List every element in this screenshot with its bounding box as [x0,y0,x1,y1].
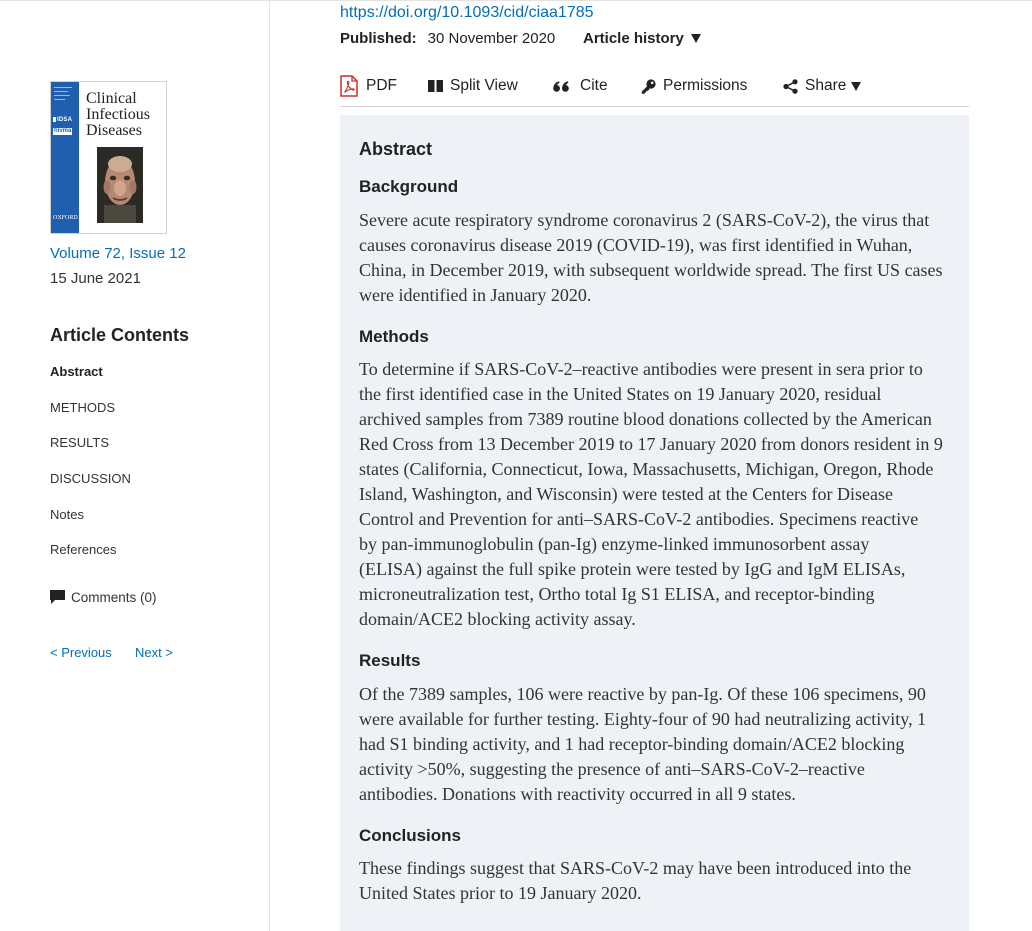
cover-band [51,82,79,233]
share-dropdown[interactable] [783,75,861,97]
caret-down-icon [691,34,701,43]
cover-title-line: Clinical [86,90,137,107]
cite-button[interactable] [553,75,608,97]
hivma-logo: hivma [54,128,72,134]
pdf-button[interactable] [340,75,397,97]
contents-item-discussion[interactable]: DISCUSSION [50,470,131,486]
quote-icon [553,81,569,92]
comment-icon [50,590,65,604]
doi-link[interactable]: https://doi.org/10.1093/cid/ciaa1785 [340,4,594,21]
cover-band-rule [54,91,68,92]
cover-band-rule [54,87,72,88]
caret-down-icon [851,82,861,91]
background-heading: Background [359,177,459,196]
previous-article-link[interactable]: < Previous [50,645,112,660]
pdf-label: PDF [366,77,397,94]
permissions-button[interactable] [641,75,747,97]
toolbar-divider [340,106,969,107]
results-text: Of the 7389 samples, 106 were reactive by pan-Ig. Of these 106 specimens, 90 were available for further testing. Eighty-four of 90 had neutralizing activity, 1 had S1 binding activity, and 1 had receptor-binding domain/ACE2 blocking activity >50%, suggesting the presence of anti–SARS-CoV-2–reactive antibodies. Donations with reactivity occurred in all 9 states. [359,683,927,804]
comments-label: Comments (0) [71,589,157,605]
conclusions-text: These findings suggest that SARS-CoV-2 may have been introduced into the United States prior to 19 January 2020. [359,858,912,903]
sidebar-divider [269,0,270,931]
contents-item-notes[interactable]: Notes [50,506,84,522]
cover-title-line: Diseases [86,122,142,139]
split-view-label: Split View [450,77,518,94]
publisher-logo: OXFORD [53,215,78,221]
comments-link[interactable] [50,588,157,606]
contents-item-references[interactable]: References [50,542,117,558]
cover-photo [97,147,143,223]
next-article-link[interactable]: Next > [135,645,173,660]
conclusions-heading: Conclusions [359,825,462,845]
abstract-panel [340,115,969,931]
share-icon [783,79,798,94]
article-history-label: Article history [583,29,684,47]
article-history-dropdown[interactable] [583,28,701,48]
pdf-icon [340,75,358,97]
volume-issue-link[interactable]: Volume 72, Issue 12 [50,245,186,262]
issue-date: 15 June 2021 [50,270,141,287]
cover-band-rule [54,95,70,96]
abstract-heading: Abstract [359,139,433,159]
idsa-logo: IDSA [53,117,72,124]
background-text: Severe acute respiratory syndrome coronavirus 2 (SARS-CoV-2), the virus that causes coronavirus disease 2019 (COVID-19), was first identified in Wuhan, China, in December 2019, with subsequent worldwide spread. The first US cases were identified in January 2020. [359,209,943,305]
contents-item-methods[interactable]: METHODS [50,399,115,415]
key-icon [641,79,656,94]
permissions-label: Permissions [663,77,748,94]
cite-label: Cite [580,77,608,94]
published-row [340,28,555,48]
cover-band-rule [54,99,65,100]
methods-text: To determine if SARS-CoV-2–reactive antibodies were present in sera prior to the first identified case in the United States on 19 January 2020, residual archived samples from 7389 routine blood donations collected by the American Red Cross from 13 December 2019 to 17 January 2020 from donors resident in 9 states (California, Connecticut, Iowa, Massachusetts, Michigan, Oregon, Rhode Island, Washington, and Wisconsin) were tested at the Centers for Disease Control and Prevention for anti–SARS-CoV-2 antibodies. Specimens reactive by pan-immunoglobulin (pan-Ig) enzyme-linked immunosorbent assay (ELISA) against the full spike protein were tested by IgG and IgM ELISAs, microneutralization test, Ortho total Ig S1 ELISA, and receptor-binding domain/ACE2 blocking activity assay. [359,359,943,629]
results-heading: Results [359,651,421,670]
top-border [0,0,1032,1]
published-date: 30 November 2020 [427,29,556,47]
article-contents-heading: Article Contents [50,325,190,345]
article-contents-list [50,354,131,568]
split-view-icon [428,80,443,92]
contents-item-abstract[interactable]: Abstract [50,364,103,380]
split-view-button[interactable] [428,75,518,97]
methods-heading: Methods [359,326,429,346]
published-label: Published: [340,29,417,47]
journal-cover[interactable] [50,81,167,234]
cover-title [86,91,150,139]
share-label: Share [805,77,847,94]
contents-item-results[interactable]: RESULTS [50,435,109,451]
cover-title-line: Infectious [86,106,150,123]
